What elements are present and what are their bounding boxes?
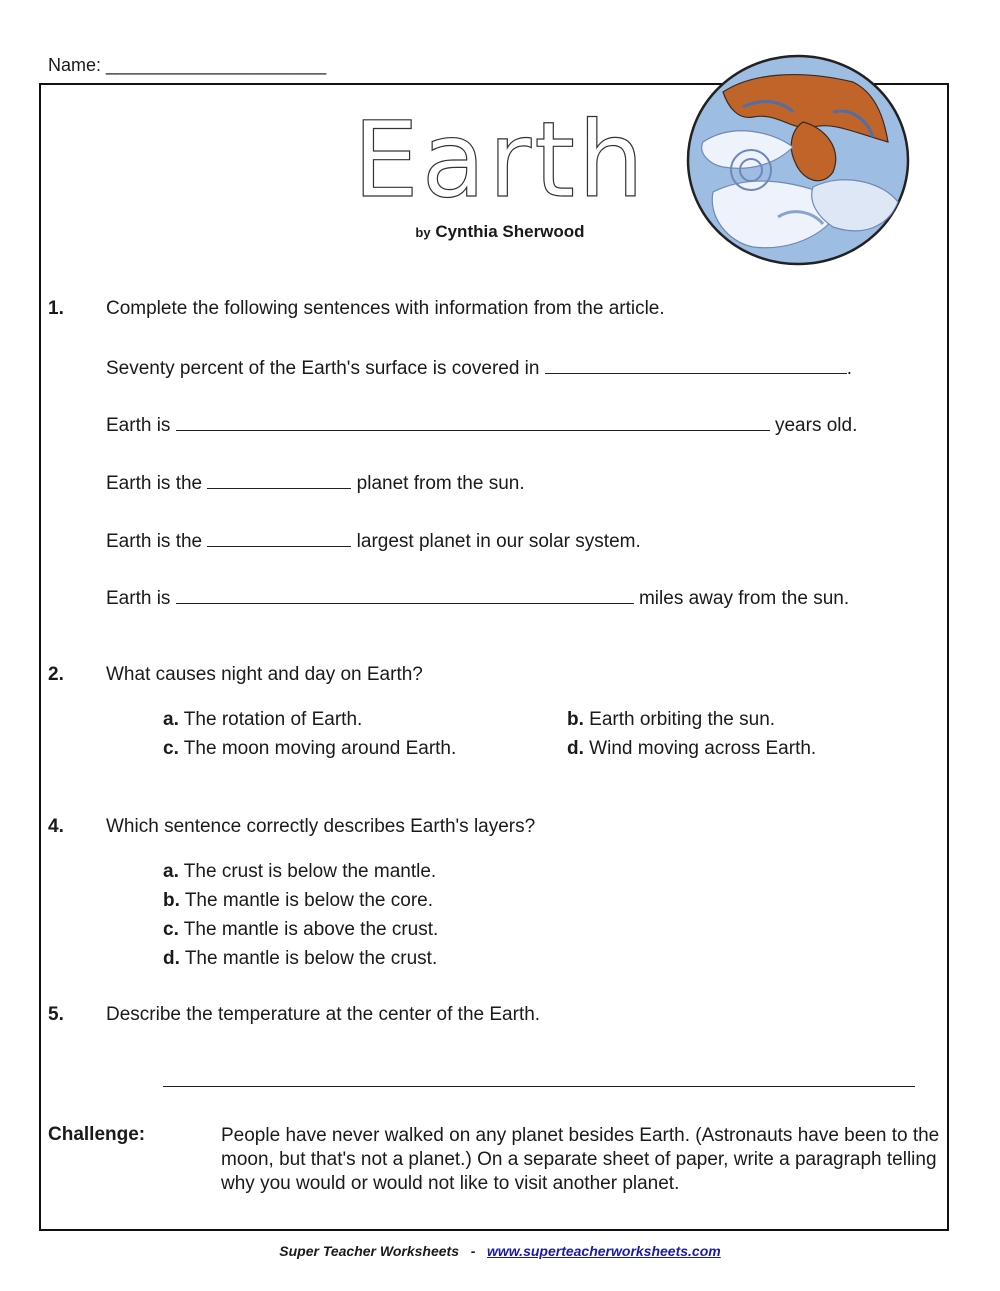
q1-sentence-1 bbox=[106, 355, 852, 381]
footer-separator: - bbox=[470, 1243, 476, 1259]
q5-number: 5. bbox=[48, 1004, 64, 1025]
option-text: The moon moving around Earth. bbox=[183, 738, 457, 759]
option-letter: d. bbox=[567, 738, 584, 759]
q1-s5-before: Earth is bbox=[106, 588, 171, 609]
option-letter: a. bbox=[163, 709, 179, 730]
byline-author: Cynthia Sherwood bbox=[435, 222, 585, 241]
q1-s4-after: largest planet in our solar system. bbox=[356, 531, 641, 552]
q4-option-c[interactable] bbox=[163, 918, 438, 942]
option-letter: c. bbox=[163, 919, 179, 940]
q2-option-d[interactable] bbox=[567, 737, 816, 761]
q1-s3-after: planet from the sun. bbox=[356, 473, 525, 494]
name-label: Name: bbox=[48, 55, 102, 75]
footer-link[interactable]: www.superteacherworksheets.com bbox=[487, 1243, 721, 1259]
q1-sentence-5 bbox=[106, 585, 849, 611]
option-text: The mantle is above the crust. bbox=[183, 919, 439, 940]
option-text: Wind moving across Earth. bbox=[589, 738, 817, 759]
option-text: Earth orbiting the sun. bbox=[589, 709, 776, 730]
footer bbox=[0, 1243, 1000, 1259]
q1-s1-before: Seventy percent of the Earth's surface is covered in bbox=[106, 358, 540, 379]
option-letter: a. bbox=[163, 861, 179, 882]
name-field[interactable] bbox=[48, 55, 326, 76]
q5-prompt: Describe the temperature at the center of the Earth. bbox=[106, 1004, 541, 1025]
q4-option-d[interactable] bbox=[163, 947, 437, 971]
earth-globe-icon bbox=[683, 52, 913, 268]
footer-brand: Super Teacher Worksheets bbox=[279, 1243, 460, 1259]
q1-sentence-2 bbox=[106, 412, 857, 438]
q2-option-c[interactable] bbox=[163, 737, 456, 761]
q2-prompt: What causes night and day on Earth? bbox=[106, 664, 423, 685]
option-letter: b. bbox=[567, 709, 584, 730]
challenge-label: Challenge: bbox=[48, 1124, 146, 1145]
byline-by: by bbox=[415, 225, 431, 240]
q1-s4-blank[interactable] bbox=[207, 528, 351, 547]
option-letter: c. bbox=[163, 738, 179, 759]
challenge-text: People have never walked on any planet besides Earth. (Astronauts have been to the moon, but that's not a planet.) On a separate sheet of paper, write a paragraph telling why you would or would not like to visit another planet. bbox=[221, 1125, 940, 1194]
name-blank[interactable]: ______________________ bbox=[106, 55, 327, 75]
page-title: Earth bbox=[353, 99, 647, 221]
q5-answer-line[interactable] bbox=[163, 1086, 915, 1087]
q1-sentence-3 bbox=[106, 470, 525, 496]
q4-prompt: Which sentence correctly describes Earth's layers? bbox=[106, 816, 536, 837]
q1-prompt: Complete the following sentences with information from the article. bbox=[106, 298, 665, 319]
q4-option-a[interactable] bbox=[163, 860, 436, 884]
q1-s2-after: years old. bbox=[774, 415, 858, 436]
option-text: The crust is below the mantle. bbox=[183, 861, 437, 882]
q1-s2-before: Earth is bbox=[106, 415, 171, 436]
q1-s5-after: miles away from the sun. bbox=[638, 588, 850, 609]
q2-option-a[interactable] bbox=[163, 708, 362, 732]
q2-option-b[interactable] bbox=[567, 708, 775, 732]
q1-s2-blank[interactable] bbox=[176, 412, 770, 431]
q4-number: 4. bbox=[48, 816, 64, 837]
q1-s4-before: Earth is the bbox=[106, 531, 203, 552]
option-text: The mantle is below the core. bbox=[184, 890, 434, 911]
option-text: The mantle is below the crust. bbox=[184, 948, 438, 969]
q1-number: 1. bbox=[48, 298, 64, 319]
q2-number: 2. bbox=[48, 664, 64, 685]
q4-option-b[interactable] bbox=[163, 889, 433, 913]
q1-s5-blank[interactable] bbox=[176, 585, 634, 604]
option-letter: d. bbox=[163, 948, 180, 969]
q1-sentence-4 bbox=[106, 528, 641, 554]
q1-s1-after: . bbox=[846, 358, 853, 379]
q1-s3-blank[interactable] bbox=[207, 470, 351, 489]
option-text: The rotation of Earth. bbox=[183, 709, 363, 730]
q1-s3-before: Earth is the bbox=[106, 473, 203, 494]
q1-s1-blank[interactable] bbox=[545, 355, 847, 374]
option-letter: b. bbox=[163, 890, 180, 911]
